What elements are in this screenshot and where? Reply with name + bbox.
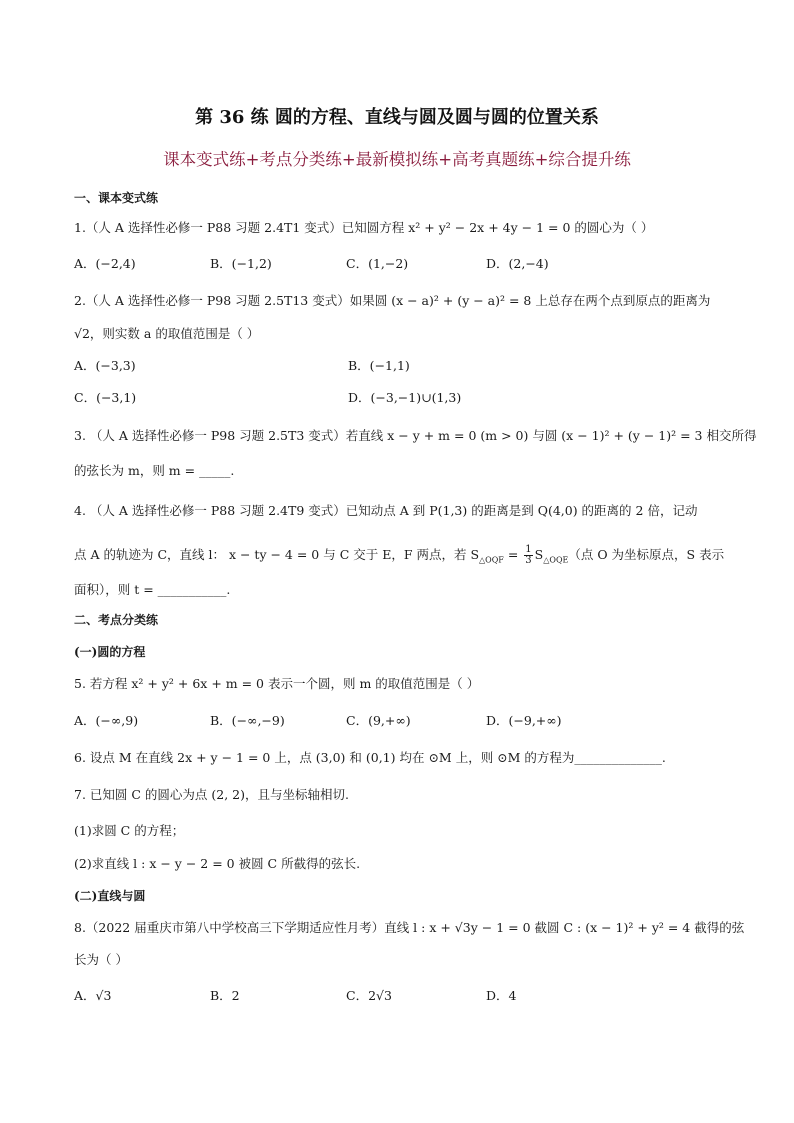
question-4-stem-line-2	[74, 545, 724, 569]
question-5-option-c: C．(9,+∞)	[346, 713, 411, 728]
page-title: 第 36 练 圆的方程、直线与圆及圆与圆的位置关系	[195, 107, 599, 128]
question-3-stem-line-1: 3. （人 A 选择性必修一 P98 习题 2.5T3 变式）若直线 x − y + m = 0 (m > 0) 与圆 (x − 1)² + (y − 1)² = 3 相交所得	[74, 428, 757, 443]
question-4-text-c: （点 O 为坐标原点，S 表示	[568, 547, 725, 562]
question-7-part-1: (1)求圆 C 的方程；	[74, 823, 185, 838]
question-1-option-c: C．(1,−2)	[346, 256, 409, 271]
question-2-option-a: A．(−3,3)	[74, 358, 136, 373]
question-4-text-a: 点 A 的轨迹为 C，直线 l： x − ty − 4 = 0 与 C 交于 E，F 两点，若 S	[74, 547, 480, 562]
fraction-denominator: 3	[525, 555, 532, 566]
question-5-option-d: D．(−9,+∞)	[486, 713, 562, 728]
question-4-stem-line-1: 4. （人 A 选择性必修一 P88 习题 2.4T9 变式）已知动点 A 到 P(1,3) 的距离是到 Q(4,0) 的距离的 2 倍，记动	[74, 503, 698, 518]
question-8-option-b: B．2	[210, 988, 240, 1003]
question-2-option-c: C．(−3,1)	[74, 390, 137, 405]
fraction-one-third	[524, 545, 532, 566]
question-5-stem: 5. 若方程 x² + y² + 6x + m = 0 表示一个圆，则 m 的取值范围是（ ）	[74, 676, 480, 691]
question-3-stem-line-2: 的弦长为 m，则 m = _____.	[74, 463, 235, 478]
question-4-sub-oqe: △OQE	[543, 555, 569, 565]
question-4-equals: =	[503, 547, 523, 562]
question-2-stem-line-1: 2.（人 A 选择性必修一 P98 习题 2.5T13 变式）如果圆 (x − a)² + (y − a)² = 8 上总存在两个点到原点的距离为	[74, 293, 711, 308]
question-1-option-b: B．(−1,2)	[210, 256, 272, 271]
question-4-sub-oqf: △OQF	[479, 555, 504, 565]
question-8-option-d: D．4	[486, 988, 517, 1003]
question-2-option-b: B．(−1,1)	[348, 358, 410, 373]
question-7-stem: 7. 已知圆 C 的圆心为点 (2, 2)，且与坐标轴相切.	[74, 787, 349, 802]
question-2-stem-line-2: √2，则实数 a 的取值范围是（ ）	[74, 326, 260, 341]
question-5-option-a: A．(−∞,9)	[74, 713, 139, 728]
question-4-text-b: S	[534, 547, 544, 562]
section-heading-1: 一、课本变式练	[74, 191, 159, 205]
question-8-option-a: A．√3	[74, 988, 112, 1003]
subsection-heading-2: (二)直线与圆	[74, 889, 146, 903]
subsection-heading-1: (一)圆的方程	[74, 645, 146, 659]
question-2-option-d: D．(−3,−1)∪(1,3)	[348, 390, 462, 405]
section-heading-2: 二、考点分类练	[74, 613, 159, 627]
question-7-part-2: (2)求直线 l : x − y − 2 = 0 被圆 C 所截得的弦长.	[74, 856, 361, 871]
question-1-option-a: A．(−2,4)	[74, 256, 136, 271]
question-8-option-c: C．2√3	[346, 988, 392, 1003]
question-8-stem-line-1: 8.（2022 届重庆市第八中学校高三下学期适应性月考）直线 l : x + √3y − 1 = 0 截圆 C : (x − 1)² + y² = 4 截得的弦	[74, 920, 745, 935]
question-1-option-d: D．(2,−4)	[486, 256, 549, 271]
page-subtitle: 课本变式练+考点分类练+最新模拟练+高考真题练+综合提升练	[163, 150, 631, 169]
fraction-numerator: 1	[525, 544, 532, 555]
question-4-stem-line-3: 面积），则 t = ___________.	[74, 582, 231, 597]
question-6-stem: 6. 设点 M 在直线 2x + y − 1 = 0 上，点 (3,0) 和 (0,1) 均在 ⊙M 上，则 ⊙M 的方程为______________.	[74, 750, 666, 765]
question-8-stem-line-2: 长为（ ）	[74, 952, 128, 967]
question-1-stem: 1.（人 A 选择性必修一 P88 习题 2.4T1 变式）已知圆方程 x² + y² − 2x + 4y − 1 = 0 的圆心为（ ）	[74, 220, 654, 235]
question-5-option-b: B．(−∞,−9)	[210, 713, 285, 728]
